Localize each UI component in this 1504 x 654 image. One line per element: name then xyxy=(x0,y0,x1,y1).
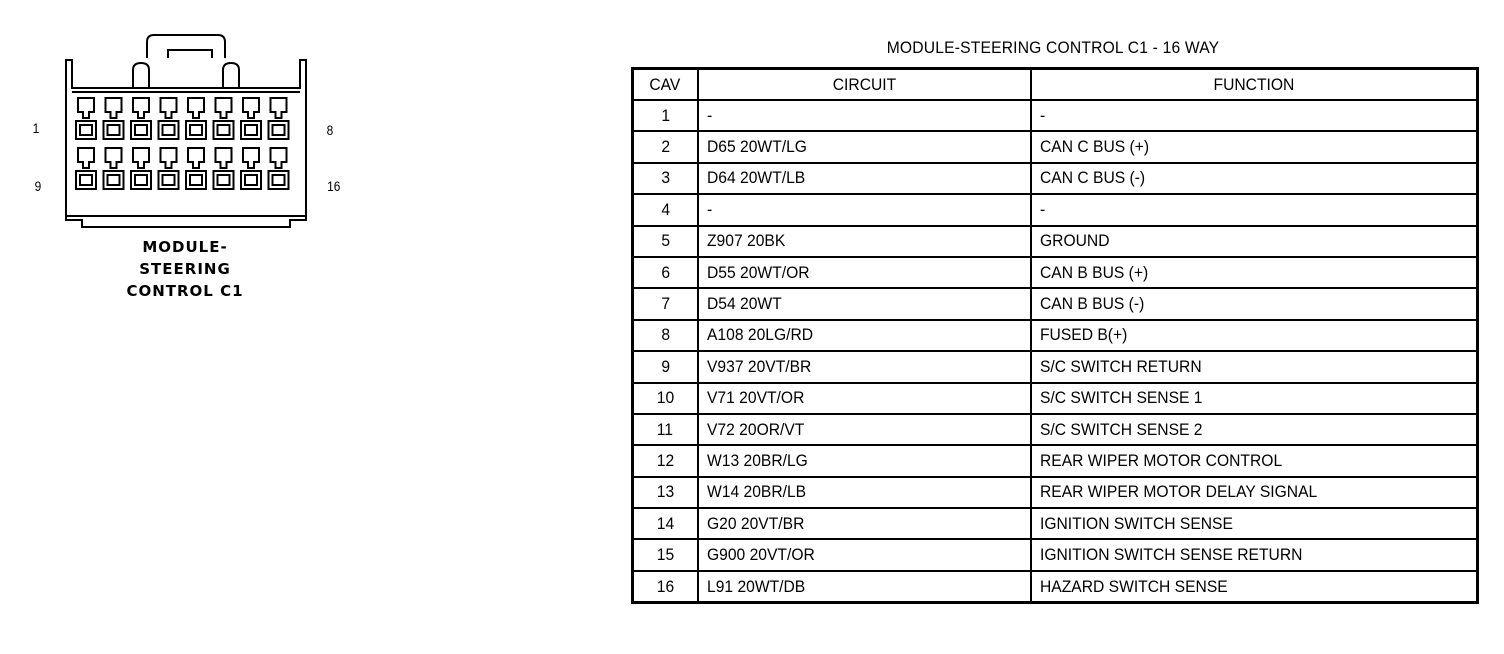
pin-terminal xyxy=(273,125,285,135)
table-row xyxy=(633,508,1478,539)
pin-label-9: 9 xyxy=(34,178,42,194)
table-row xyxy=(633,351,1478,382)
pin-latch-tab xyxy=(106,148,122,168)
table-row xyxy=(633,414,1478,445)
pin-terminal xyxy=(245,175,257,185)
table-row xyxy=(633,257,1478,288)
pin-terminal xyxy=(273,175,285,185)
cav-cell: 1 xyxy=(633,100,698,131)
table-row xyxy=(633,194,1478,225)
pin-latch-tab xyxy=(78,98,94,118)
cav-cell: 8 xyxy=(633,320,698,351)
function-cell: CAN B BUS (-) xyxy=(1031,288,1478,319)
cav-cell: 2 xyxy=(633,131,698,162)
connector-face-drawing xyxy=(20,30,360,240)
pin-terminal xyxy=(80,175,92,185)
circuit-cell: Z907 20BK xyxy=(698,226,1031,257)
header-function: FUNCTION xyxy=(1031,69,1478,101)
circuit-cell: - xyxy=(698,100,1031,131)
function-cell: - xyxy=(1031,100,1478,131)
pin-latch-tab xyxy=(161,148,177,168)
pin-terminal xyxy=(218,175,230,185)
cav-cell: 10 xyxy=(633,383,698,414)
function-cell: S/C SWITCH RETURN xyxy=(1031,351,1478,382)
circuit-cell: G20 20VT/BR xyxy=(698,508,1031,539)
cav-cell: 13 xyxy=(633,477,698,508)
cav-cell: 3 xyxy=(633,163,698,194)
pin-latch-tab xyxy=(243,148,259,168)
connector-diagram xyxy=(20,30,360,310)
function-cell: GROUND xyxy=(1031,226,1478,257)
circuit-cell: D55 20WT/OR xyxy=(698,257,1031,288)
cav-cell: 12 xyxy=(633,445,698,476)
pin-latch-tab xyxy=(216,148,232,168)
pin-label-1: 1 xyxy=(32,120,40,136)
cav-cell: 16 xyxy=(633,571,698,603)
circuit-cell: V937 20VT/BR xyxy=(698,351,1031,382)
pin-cavity-group xyxy=(76,98,289,189)
table-body xyxy=(633,100,1478,603)
caption-line-3: CONTROL C1 xyxy=(126,282,244,300)
cav-cell: 4 xyxy=(633,194,698,225)
pin-latch-tab xyxy=(271,98,287,118)
pin-terminal xyxy=(108,125,120,135)
function-cell: CAN C BUS (-) xyxy=(1031,163,1478,194)
pin-latch-tab xyxy=(271,148,287,168)
circuit-cell: D65 20WT/LG xyxy=(698,131,1031,162)
table-header-row xyxy=(633,69,1478,101)
connector-caption xyxy=(110,236,260,302)
cav-cell: 7 xyxy=(633,288,698,319)
table-title xyxy=(665,38,1441,58)
function-cell: IGNITION SWITCH SENSE RETURN xyxy=(1031,539,1478,570)
table-title-text: MODULE-STEERING CONTROL C1 - 16 WAY xyxy=(886,38,1220,57)
pin-terminal xyxy=(108,175,120,185)
circuit-cell: V72 20OR/VT xyxy=(698,414,1031,445)
pin-terminal xyxy=(190,175,202,185)
table-row xyxy=(633,320,1478,351)
function-cell: - xyxy=(1031,194,1478,225)
table-row xyxy=(633,131,1478,162)
function-cell: S/C SWITCH SENSE 1 xyxy=(1031,383,1478,414)
circuit-cell: V71 20VT/OR xyxy=(698,383,1031,414)
pin-label-8: 8 xyxy=(326,122,334,138)
header-cav: CAV xyxy=(633,69,698,101)
circuit-cell: L91 20WT/DB xyxy=(698,571,1031,603)
table-row xyxy=(633,477,1478,508)
pinout-table xyxy=(631,67,1479,604)
table-row xyxy=(633,445,1478,476)
pin-latch-tab xyxy=(243,98,259,118)
pin-terminal xyxy=(190,125,202,135)
cav-cell: 5 xyxy=(633,226,698,257)
table-row xyxy=(633,539,1478,570)
cav-cell: 11 xyxy=(633,414,698,445)
function-cell: CAN C BUS (+) xyxy=(1031,131,1478,162)
circuit-cell: D64 20WT/LB xyxy=(698,163,1031,194)
cav-cell: 14 xyxy=(633,508,698,539)
pin-latch-tab xyxy=(161,98,177,118)
pin-latch-tab xyxy=(216,98,232,118)
table-row xyxy=(633,571,1478,603)
function-cell: FUSED B(+) xyxy=(1031,320,1478,351)
table-row xyxy=(633,100,1478,131)
circuit-cell: W14 20BR/LB xyxy=(698,477,1031,508)
header-circuit: CIRCUIT xyxy=(698,69,1031,101)
table-row xyxy=(633,163,1478,194)
cav-cell: 9 xyxy=(633,351,698,382)
function-cell: REAR WIPER MOTOR CONTROL xyxy=(1031,445,1478,476)
pin-latch-tab xyxy=(188,98,204,118)
cav-cell: 15 xyxy=(633,539,698,570)
pin-terminal xyxy=(218,125,230,135)
pin-latch-tab xyxy=(133,148,149,168)
circuit-cell: G900 20VT/OR xyxy=(698,539,1031,570)
circuit-cell: W13 20BR/LG xyxy=(698,445,1031,476)
table-row xyxy=(633,383,1478,414)
circuit-cell: D54 20WT xyxy=(698,288,1031,319)
pin-terminal xyxy=(135,125,147,135)
caption-line-1: MODULE- xyxy=(142,238,228,256)
circuit-cell: A108 20LG/RD xyxy=(698,320,1031,351)
pin-latch-tab xyxy=(106,98,122,118)
table-row xyxy=(633,288,1478,319)
pin-latch-tab xyxy=(188,148,204,168)
caption-line-2: STEERING xyxy=(139,260,231,278)
pin-terminal xyxy=(163,125,175,135)
function-cell: CAN B BUS (+) xyxy=(1031,257,1478,288)
pin-terminal xyxy=(163,175,175,185)
pin-latch-tab xyxy=(78,148,94,168)
function-cell: REAR WIPER MOTOR DELAY SIGNAL xyxy=(1031,477,1478,508)
pin-latch-tab xyxy=(133,98,149,118)
table-row xyxy=(633,226,1478,257)
function-cell: HAZARD SWITCH SENSE xyxy=(1031,571,1478,603)
cav-cell: 6 xyxy=(633,257,698,288)
pin-terminal xyxy=(245,125,257,135)
pin-terminal xyxy=(80,125,92,135)
function-cell: S/C SWITCH SENSE 2 xyxy=(1031,414,1478,445)
pin-terminal xyxy=(135,175,147,185)
pin-label-16: 16 xyxy=(327,178,341,194)
function-cell: IGNITION SWITCH SENSE xyxy=(1031,508,1478,539)
circuit-cell: - xyxy=(698,194,1031,225)
